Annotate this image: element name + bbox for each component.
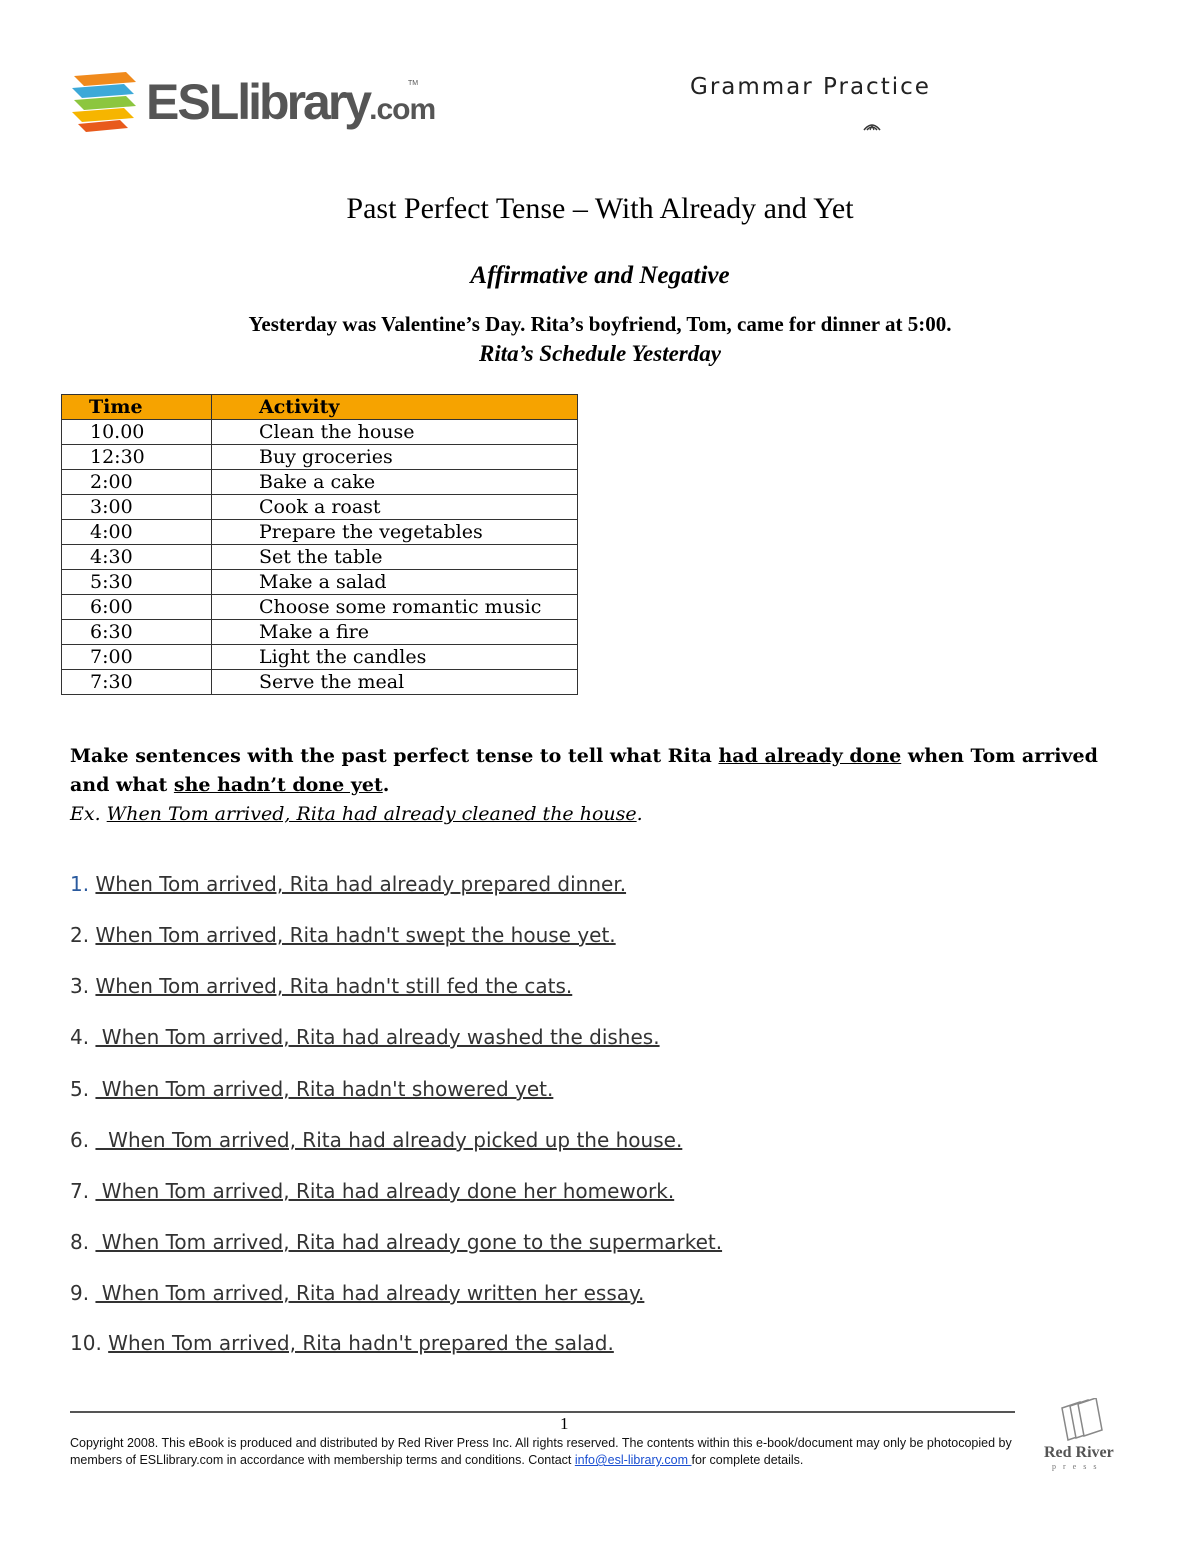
column-header-activity: Activity: [212, 395, 578, 420]
esl-library-logo: [70, 68, 440, 140]
red-river-press-logo-icon: [1040, 1398, 1130, 1448]
answer-line: 1. When Tom arrived, Rita had already prepared dinner.: [70, 872, 627, 896]
activity-cell: Serve the meal: [212, 670, 578, 695]
publisher-name: Red River: [1044, 1444, 1114, 1461]
example-sentence: Ex. When Tom arrived, Rita had already cleaned the house.: [70, 803, 643, 825]
activity-cell: Clean the house: [212, 420, 578, 445]
table-row: [62, 620, 578, 645]
column-header-time: Time: [62, 395, 212, 420]
answer-line: 3. When Tom arrived, Rita hadn't still fed the cats.: [70, 974, 573, 998]
trademark-mark: TM: [408, 80, 419, 87]
table-row: [62, 595, 578, 620]
table-row: [62, 495, 578, 520]
activity-cell: Prepare the vegetables: [212, 520, 578, 545]
answer-line: 8. When Tom arrived, Rita had already gone to the supermarket.: [70, 1230, 723, 1254]
answer-line: 2. When Tom arrived, Rita hadn't swept the house yet.: [70, 923, 616, 947]
activity-cell: Light the candles: [212, 645, 578, 670]
copyright-notice: Copyright 2008. This eBook is produced and distributed by Red River Press Inc. All rights reserved. The contents within this e-book/document may only be photocopied by members of ESLlibrary.com in accordance with membership terms and conditions. Contact info@esl-library.com for complete details.: [70, 1436, 1012, 1467]
table-row: [62, 520, 578, 545]
page-number: 1: [560, 1414, 569, 1433]
time-cell: 6:30: [62, 620, 212, 645]
publisher-sub: press: [1052, 1462, 1104, 1471]
section-subtitle: Affirmative and Negative: [470, 262, 730, 289]
answer-line: 9. When Tom arrived, Rita had already written her essay.: [70, 1281, 645, 1305]
small-logo-icon: [862, 120, 882, 132]
time-cell: 10.00: [62, 420, 212, 445]
table-row: [62, 570, 578, 595]
table-row: [62, 545, 578, 570]
answer-line: 6. When Tom arrived, Rita had already picked up the house.: [70, 1128, 683, 1152]
time-cell: 5:30: [62, 570, 212, 595]
answer-line: 10. When Tom arrived, Rita hadn't prepared the salad.: [70, 1331, 614, 1355]
schedule-table: [61, 394, 578, 695]
activity-cell: Choose some romantic music: [212, 595, 578, 620]
schedule-title: Rita’s Schedule Yesterday: [479, 341, 721, 366]
time-cell: 7:00: [62, 645, 212, 670]
time-cell: 4:30: [62, 545, 212, 570]
time-cell: 7:30: [62, 670, 212, 695]
table-header-row: [62, 395, 578, 420]
intro-text: Yesterday was Valentine’s Day. Rita’s boyfriend, Tom, came for dinner at 5:00.: [248, 312, 952, 336]
table-row: [62, 470, 578, 495]
activity-cell: Bake a cake: [212, 470, 578, 495]
answer-line: 5. When Tom arrived, Rita hadn't showered yet.: [70, 1077, 554, 1101]
table-row: [62, 445, 578, 470]
page-title: Past Perfect Tense – With Already and Yet: [346, 192, 854, 225]
header-label: Grammar Practice: [690, 74, 931, 100]
time-cell: 6:00: [62, 595, 212, 620]
table-row: [62, 645, 578, 670]
contact-email-link[interactable]: info@esl-library.com: [574, 1453, 692, 1467]
activity-cell: Set the table: [212, 545, 578, 570]
time-cell: 3:00: [62, 495, 212, 520]
time-cell: 12:30: [62, 445, 212, 470]
table-row: [62, 420, 578, 445]
footer-divider: [70, 1411, 1015, 1413]
activity-cell: Make a fire: [212, 620, 578, 645]
activity-cell: Buy groceries: [212, 445, 578, 470]
time-cell: 2:00: [62, 470, 212, 495]
table-row: [62, 670, 578, 695]
answer-line: 7. When Tom arrived, Rita had already done her homework.: [70, 1179, 675, 1203]
answer-line: 4. When Tom arrived, Rita had already washed the dishes.: [70, 1025, 660, 1049]
instructions: Make sentences with the past perfect tense to tell what Rita had already done when Tom arrived and what she hadn’t done yet.: [70, 745, 1098, 796]
activity-cell: Make a salad: [212, 570, 578, 595]
logo-wordmark: ESLlibrary.com: [146, 74, 436, 130]
underline-had-already-done: had already done: [718, 745, 902, 767]
underline-hadnt-done-yet: she hadn’t done yet: [173, 774, 383, 796]
activity-cell: Cook a roast: [212, 495, 578, 520]
books-stack-icon: [70, 70, 140, 138]
time-cell: 4:00: [62, 520, 212, 545]
